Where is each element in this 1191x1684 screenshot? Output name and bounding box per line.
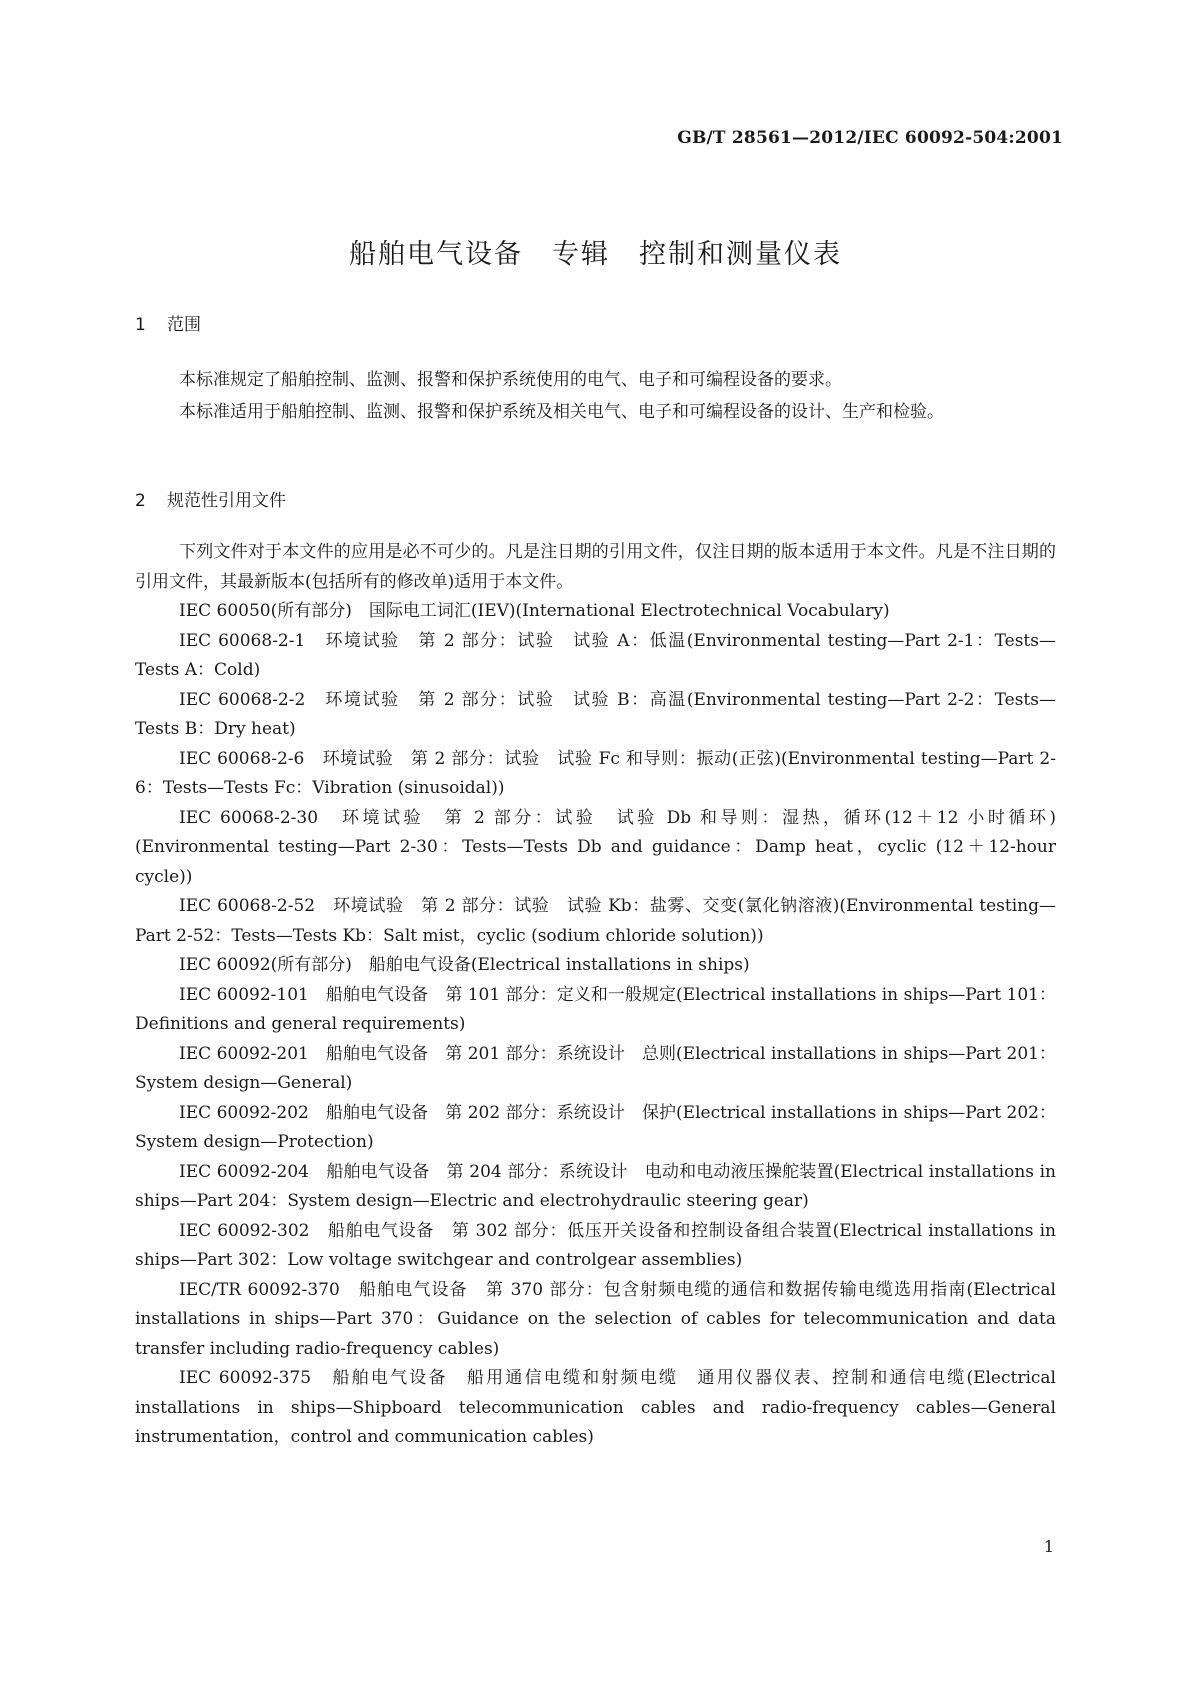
reference-item: IEC/TR 60092-370 船舶电气设备 第 370 部分：包含射频电缆的通信和数据传输电缆选用指南(Electrical installations in ships—Part 370：Guidance on the selection of cables for telecommunication and data transfer including radio-frequency cables) xyxy=(135,1279,1056,1359)
reference-item: IEC 60092-201 船舶电气设备 第 201 部分：系统设计 总则(Electrical installations in ships—Part 201：System design—General) xyxy=(135,1043,1056,1093)
section-title: 范围 xyxy=(167,315,201,335)
reference-item: IEC 60092-202 船舶电气设备 第 202 部分：系统设计 保护(Electrical installations in ships—Part 202：System design—Protection) xyxy=(135,1102,1056,1152)
page-number: 1 xyxy=(1043,1537,1054,1556)
section-number: 1 xyxy=(135,315,146,335)
section-number: 2 xyxy=(135,491,146,511)
reference-item: IEC 60068-2-1 环境试验 第 2 部分：试验 试验 A：低温(Environmental testing—Part 2-1：Tests—Tests A：Cold) xyxy=(135,630,1056,680)
reference-item: IEC 60068-2-6 环境试验 第 2 部分：试验 试验 Fc 和导则：振动(正弦)(Environmental testing—Part 2-6：Tests—Tests Fc：Vibration (sinusoidal)) xyxy=(135,748,1056,798)
reference-item: IEC 60092-204 船舶电气设备 第 204 部分：系统设计 电动和电动液压操舵装置(Electrical installations in ships—Part 204：System design—Electric and electrohydraulic steering gear) xyxy=(135,1161,1056,1211)
section-1-heading xyxy=(135,310,201,335)
intro-paragraph: 下列文件对于本文件的应用是必不可少的。凡是注日期的引用文件，仅注日期的版本适用于本文件。凡是不注日期的引用文件，其最新版本(包括所有的修改单)适用于本文件。 xyxy=(135,542,1056,592)
section-1-body xyxy=(135,364,1056,428)
section-title: 规范性引用文件 xyxy=(167,491,286,511)
section-2-heading xyxy=(135,486,286,511)
reference-item: IEC 60092(所有部分) 船舶电气设备(Electrical installations in ships) xyxy=(179,955,750,975)
reference-item: IEC 60092-302 船舶电气设备 第 302 部分：低压开关设备和控制设备组合装置(Electrical installations in ships—Part 302：Low voltage switchgear and controlgear assemblies) xyxy=(135,1220,1056,1270)
reference-item: IEC 60092-101 船舶电气设备 第 101 部分：定义和一般规定(Electrical installations in ships—Part 101：Definitions and general requirements) xyxy=(135,984,1056,1034)
reference-item: IEC 60092-375 船舶电气设备 船用通信电缆和射频电缆 通用仪器仪表、控制和通信电缆(Electrical installations in ships—Shipboard telecommunication cables and radio-frequency cables—General instrumentation，control and communication cables) xyxy=(135,1368,1056,1447)
reference-item: IEC 60050(所有部分) 国际电工词汇(IEV)(International Electrotechnical Vocabulary) xyxy=(179,601,890,621)
reference-item: IEC 60068-2-30 环境试验 第 2 部分：试验 试验 Db 和导则：湿热，循环(12＋12 小时循环)(Environmental testing—Part 2-30：Tests—Tests Db and guidance：Damp heat，cyclic (12＋12-hour cycle)) xyxy=(135,807,1056,887)
standard-number: GB/T 28561—2012/IEC 60092-504:2001 xyxy=(677,128,1063,148)
reference-item: IEC 60068-2-52 环境试验 第 2 部分：试验 试验 Kb：盐雾、交变(氯化钠溶液)(Environmental testing—Part 2-52：Tests—Tests Kb：Salt mist，cyclic (sodium chloride solution)) xyxy=(135,896,1056,946)
paragraph: 本标准规定了船舶控制、监测、报警和保护系统使用的电气、电子和可编程设备的要求。 xyxy=(179,370,842,390)
section-2-body xyxy=(135,538,1056,1453)
document-title: 船舶电气设备 专辑 控制和测量仪表 xyxy=(349,239,842,270)
paragraph: 本标准适用于船舶控制、监测、报警和保护系统及相关电气、电子和可编程设备的设计、生产和检验。 xyxy=(179,402,944,422)
reference-item: IEC 60068-2-2 环境试验 第 2 部分：试验 试验 B：高温(Environmental testing—Part 2-2：Tests—Tests B：Dry heat) xyxy=(135,689,1056,739)
